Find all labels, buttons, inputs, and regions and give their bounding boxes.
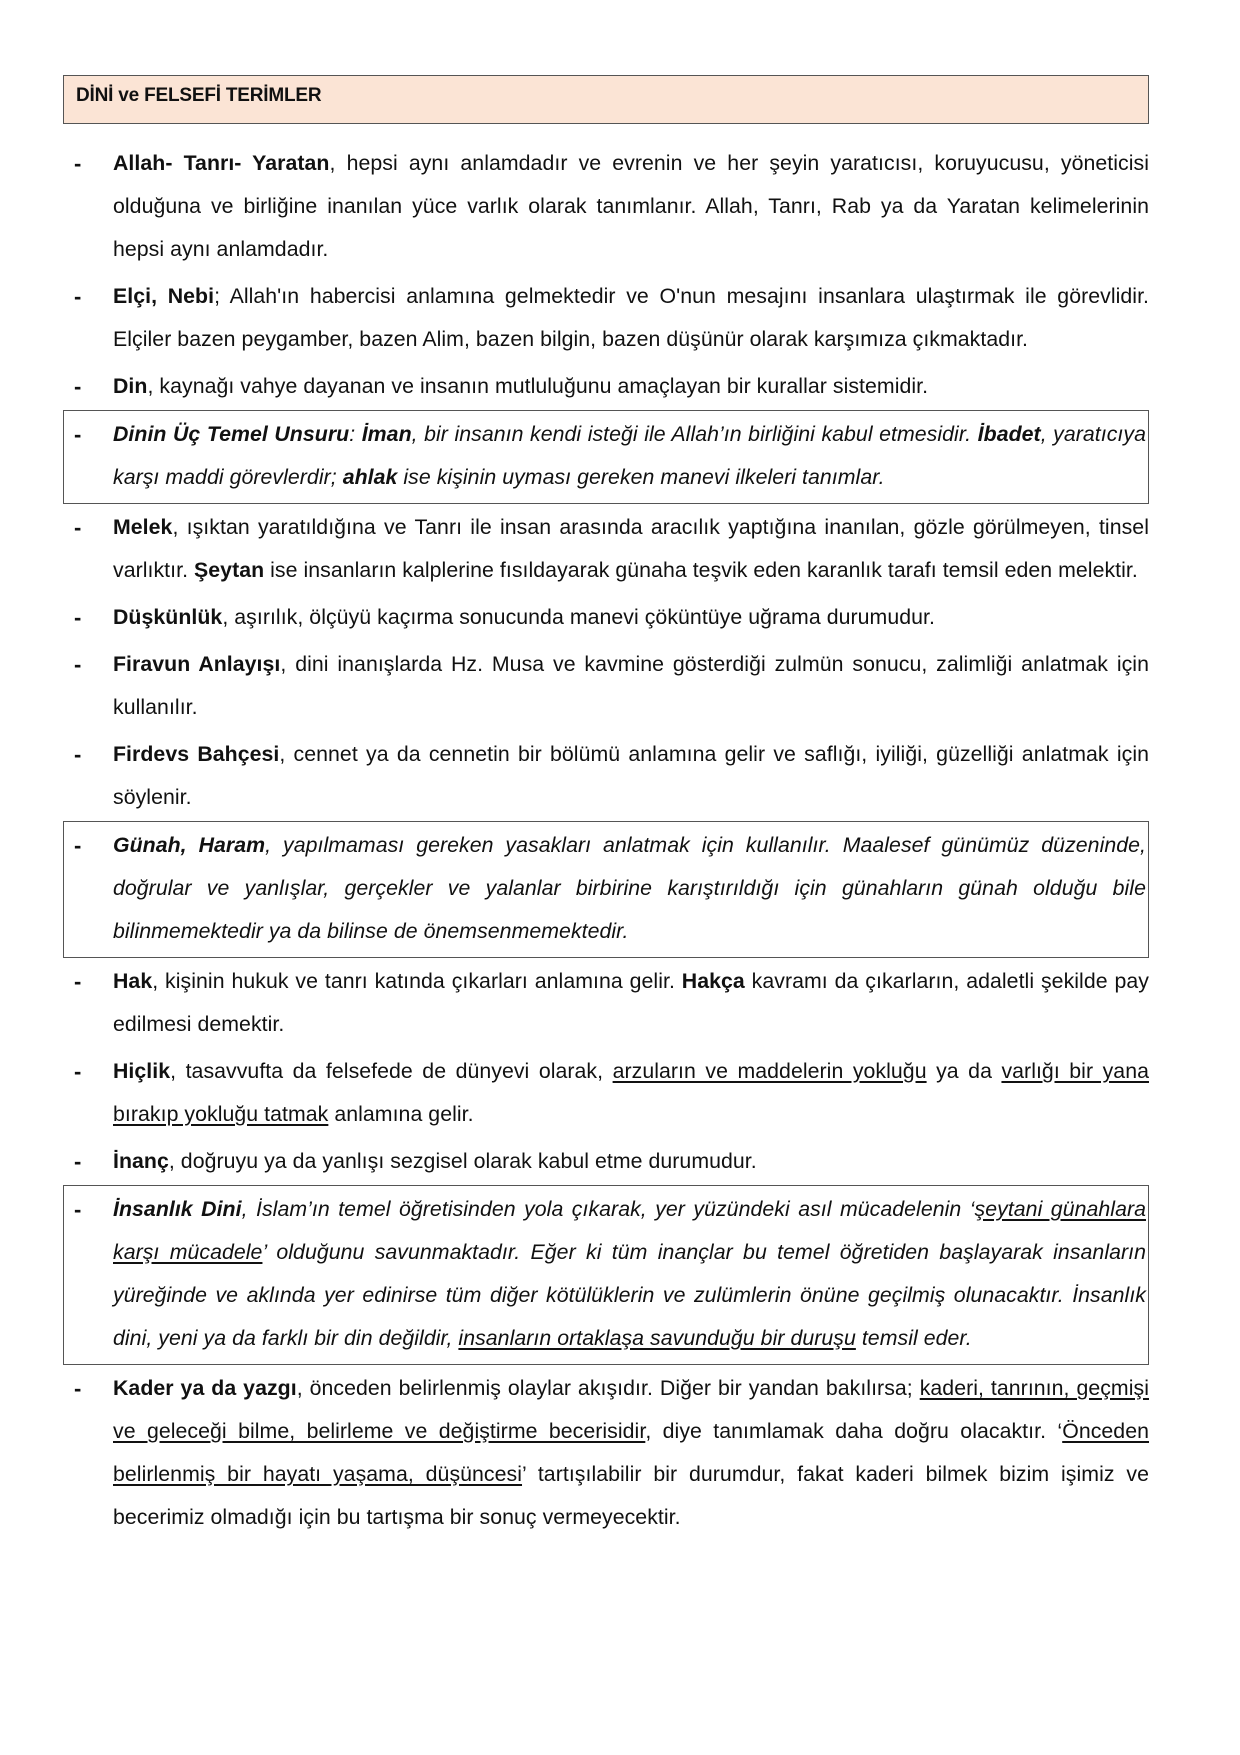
list-bullet: - [74,833,82,858]
term-definition [113,960,1149,1046]
definition-text: , cennet ya da cennetin bir bölümü anlamına gelir ve saflığı, iyiliği, güzelliği anlatmak için söylenir. [113,742,1149,809]
term-definition [113,275,1149,361]
term-entry [63,731,1169,821]
term-definition [113,142,1149,271]
list-bullet: - [74,1149,82,1174]
term-entry [63,140,1169,273]
term-definition [113,365,1149,408]
definition-text: , yaratıcıya karşı maddi görevlerdir; [113,422,1146,489]
term-name: İnanç [113,1149,169,1173]
definition-text: , aşırılık, ölçüyü kaçırma sonucunda manevi çöküntüye uğrama durumudur. [222,605,935,629]
definition-text: , bir insanın kendi isteği ile Allah’ın birliğini kabul etmesidir. [411,422,978,446]
definition-text: temsil eder. [855,1326,972,1350]
definition-text: , yapılmaması gereken yasakları anlatmak için kullanılır. Maalesef günümüz düzeninde, doğrular ve yanlışlar, gerçekler ve yalanlar birbirine karıştırıldığı için günahların günah olduğu bile bilinmemektedir ya da bilinse de önemsenmemektedir. [113,833,1146,943]
term-entry [63,958,1169,1048]
list-bullet: - [74,742,82,767]
term-name: Dinin Üç Temel Unsuru [113,422,350,446]
term-entry [63,1048,1169,1138]
term-entry [63,363,1169,410]
term-entry-boxed [63,821,1149,958]
list-bullet: - [74,969,82,994]
definition-text: ise kişinin uyması gereken manevi ilkeleri tanımlar. [397,465,885,489]
term-definition [113,1050,1149,1136]
term-name: Din [113,374,148,398]
term-entry-boxed [63,410,1149,504]
underlined-phrase: kaderi, tanrının, geçmişi ve geleceği bilme, belirleme ve değiştirme becerisidir [113,1376,1149,1443]
term-name: İbadet [977,422,1041,446]
list-bullet: - [74,1197,82,1222]
list-bullet: - [74,1376,82,1401]
term-name: Şeytan [194,558,265,582]
definition-text: ’ tartışılabilir bir durumdur, fakat kaderi bilmek bizim işimiz ve becerimiz olmadığı için bu tartışma bir sonuç vermeyecektir. [113,1462,1149,1529]
definition-text: , ışıktan yaratıldığına ve Tanrı ile insan arasında aracılık yaptığına inanılan, gözle görülmeyen, tinsel varlıktır. [113,515,1149,582]
list-bullet: - [74,515,82,540]
term-definition [113,506,1149,592]
term-definition [113,733,1149,819]
list-bullet: - [74,652,82,677]
definition-text: , diye tanımlamak daha doğru olacaktır. ‘ [645,1419,1063,1443]
term-name: Hak [113,969,153,993]
definition-text: : [349,422,362,446]
term-name: Günah, Haram [113,833,266,857]
term-name: Düşkünlük [113,605,223,629]
term-definition [113,596,1149,639]
definition-text: kavramı da çıkarların, adaletli şekilde pay edilmesi demektir. [113,969,1149,1036]
section-title-box [63,75,1149,124]
term-name: Kader ya da yazgı [113,1376,297,1400]
definition-text: , kişinin hukuk ve tanrı katında çıkarları anlamına gelir. [152,969,682,993]
term-entry [63,641,1169,731]
definition-text: ise insanların kalplerine fısıldayarak günaha teşvik eden karanlık tarafı temsil eden melektir. [264,558,1138,582]
list-bullet: - [74,1059,82,1084]
term-name: Melek [113,515,173,539]
term-entry [63,273,1169,363]
term-entry-boxed [63,1185,1149,1365]
definition-text: ’ olduğunu savunmaktadır. Eğer ki tüm inançlar bu temel öğretiden başlayarak insanların yüreğinde ve aklında yer edinirse tüm diğer kötülüklerin ve zulümlerin önüne geçilmiş olunacaktır. İnsanlık dini, yeni ya da farklı bir din değildir, [113,1240,1146,1350]
underlined-phrase: Önceden belirlenmiş bir hayatı yaşama, düşüncesi [113,1419,1149,1486]
term-name: Hakça [681,969,745,993]
underlined-phrase: varlığı bir yana bırakıp yokluğu tatmak [113,1059,1149,1126]
term-definition [113,1188,1146,1360]
term-definition [113,824,1146,953]
term-name: Allah- Tanrı- Yaratan [113,151,330,175]
list-bullet: - [74,284,82,309]
list-bullet: - [74,605,82,630]
term-entry [63,1138,1169,1185]
list-bullet: - [74,374,82,399]
term-name: Elçi, Nebi [113,284,215,308]
term-definition [113,413,1146,499]
underlined-phrase: şeytani günahlara karşı mücadele [113,1197,1146,1264]
term-name: Firdevs Bahçesi [113,742,280,766]
term-entry [63,1365,1169,1541]
term-definition [113,643,1149,729]
definition-text: , dini inanışlarda Hz. Musa ve kavmine gösterdiği zulmün sonucu, zalimliği anlatmak için kullanılır. [113,652,1149,719]
definition-text: , önceden belirlenmiş olaylar akışıdır. Diğer bir yandan bakılırsa; [296,1376,920,1400]
definition-text: , İslam’ın temel öğretisinden yola çıkarak, yer yüzündeki asıl mücadelenin ‘ [241,1197,975,1221]
term-name: Firavun Anlayışı [113,652,281,676]
term-name: İnsanlık Dini [113,1197,242,1221]
term-name: ahlak [342,465,398,489]
definition-text: , kaynağı vahye dayanan ve insanın mutluluğunu amaçlayan bir kurallar sistemidir. [147,374,929,398]
term-definition [113,1367,1149,1539]
section-title: DİNİ ve FELSEFİ TERİMLER [76,85,322,106]
term-name: Hiçlik [113,1059,171,1083]
term-entry [63,594,1169,641]
definition-text: , doğruyu ya da yanlışı sezgisel olarak kabul etme durumudur. [168,1149,757,1173]
underlined-phrase: arzuların ve maddelerin yokluğu [612,1059,927,1083]
definition-text: , tasavvufta da felsefede de dünyevi olarak, [170,1059,613,1083]
underlined-phrase: insanların ortaklaşa savunduğu bir duruşu [458,1326,856,1350]
definition-text: , hepsi aynı anlamdadır ve evrenin ve her şeyin yaratıcısı, koruyucusu, yöneticisi olduğuna ve birliğine inanılan yüce varlık olarak tanımlanır. Allah, Tanrı, Rab ya da Yaratan kelimelerinin hepsi aynı anlamdadır. [113,151,1149,261]
term-name: İman [361,422,412,446]
definition-text: anlamına gelir. [328,1102,474,1126]
list-bullet: - [74,151,82,176]
definition-text: ; Allah'ın habercisi anlamına gelmektedir ve O'nun mesajını insanlara ulaştırmak ile görevlidir. Elçiler bazen peygamber, bazen Alim, bazen bilgin, bazen düşünür olarak karşımıza çıkmaktadır. [113,284,1149,351]
terms-list [63,140,1169,1541]
term-entry [63,504,1169,594]
term-definition [113,1140,1149,1183]
definition-text: ya da [926,1059,1002,1083]
list-bullet: - [74,422,82,447]
